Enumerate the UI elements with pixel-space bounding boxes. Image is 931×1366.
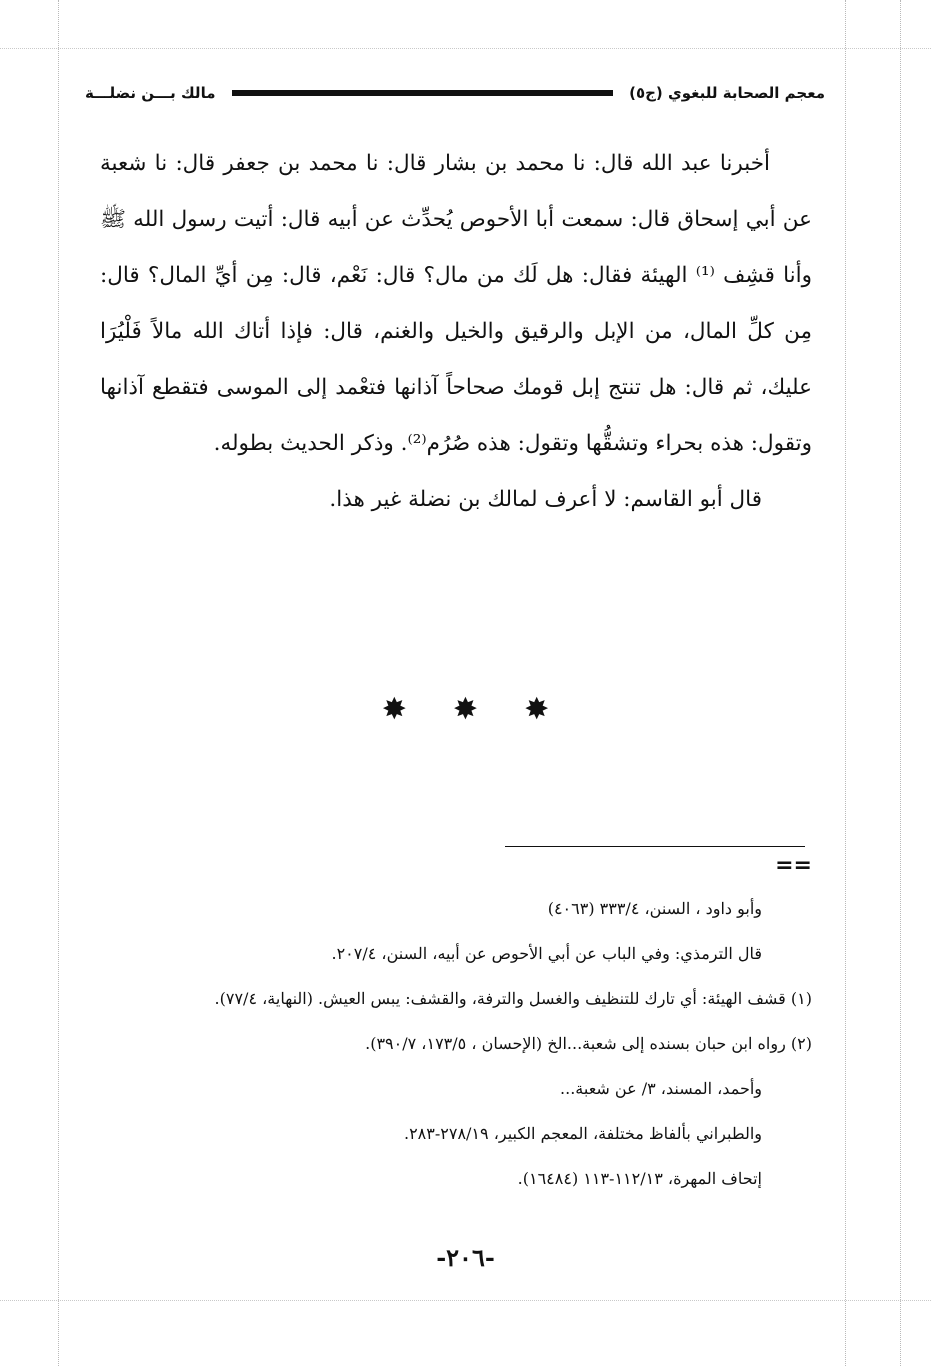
footnote-separator: [505, 846, 805, 847]
footnotes: [100, 886, 812, 1201]
footnote-continuation-marker: ==: [775, 853, 812, 878]
scan-guide-line: [0, 48, 931, 49]
footnote-line: وأبو داود ، السنن، ٣٣٣/٤ (٤٠٦٣): [547, 899, 762, 918]
star-ornament-icon: ✸: [381, 692, 407, 727]
text-line: والغنم، قال: فإذا أتاك الله مالاً فَلْيُرَا عليك، ثم قال: هل تنتج إبل قومك: [100, 319, 812, 400]
scan-guide-line: [58, 0, 59, 1366]
footnote-line: قال الترمذي: وفي الباب عن أبي الأحوص عن أبيه، السنن، ٢٠٧/٤.: [331, 944, 762, 963]
section-divider-ornaments: [0, 690, 931, 730]
text-line: صحاحاً آذانها فتعْمد إلى الموسى فتقطع آذانها وتقول: هذه بحراء وتشقُّها: [100, 375, 812, 456]
text-line: أتيت رسول الله ﷺ وأنا قشِف ⁽¹⁾ الهيئة فقال: هل لَك من مال؟ قال:: [100, 207, 812, 288]
text-line: أخبرنا عبد الله قال: نا محمد بن بشار قال: نا محمد بن جعفر قال:: [175, 151, 770, 176]
star-ornament-icon: ✸: [524, 692, 550, 727]
scan-guide-line: [845, 0, 846, 1366]
running-header: [85, 78, 825, 108]
text-line: نَعْم، قال: مِن أيِّ المال؟ قال: مِن كلِّ المال، من الإبل والرقيق والخيل: [100, 263, 812, 344]
scan-guide-line: [900, 0, 901, 1366]
main-text: [100, 136, 812, 528]
footnote-line: إتحاف المهرة، ١١٢/١٣-١١٣ (١٦٤٨٤).: [517, 1169, 762, 1188]
footnote-2: (٢) رواه ابن حبان بسنده إلى شعبة...الخ (الإحسان ، ١٧٣/٥، ٣٩٠/٧).: [365, 1034, 812, 1053]
footnote-line: والطبراني بألفاظ مختلفة، المعجم الكبير، ٢٧٨/١٩-٢٨٣.: [403, 1124, 762, 1143]
text-line: نا شعبة عن أبي إسحاق قال: سمعت أبا الأحوص يُحدِّث عن أبيه قال:: [100, 151, 812, 232]
scan-guide-line: [0, 1300, 931, 1301]
page-number: -٢٠٦-: [436, 1243, 495, 1272]
entry-name: مالك بـــن نضلـــة: [85, 84, 216, 102]
footnote-line: وأحمد، المسند، ٣/ عن شعبة...: [560, 1079, 762, 1098]
header-rule: [232, 90, 614, 96]
book-title: معجم الصحابة للبغوي (ج٥): [629, 84, 825, 102]
hadith-paragraph: [100, 136, 812, 472]
text-line: وتقول: هذه صُرُم⁽²⁾. وذكر الحديث بطوله.: [213, 431, 579, 456]
closing-paragraph: قال أبو القاسم: لا أعرف لمالك بن نضلة غير هذا.: [329, 487, 762, 512]
footnote-1: (١) قشف الهيئة: أي تارك للتنظيف والغسل والترفة، والقشف: يبس العيش. (النهاية، ٧٧/٤).: [214, 989, 812, 1008]
star-ornament-icon: ✸: [452, 692, 479, 727]
